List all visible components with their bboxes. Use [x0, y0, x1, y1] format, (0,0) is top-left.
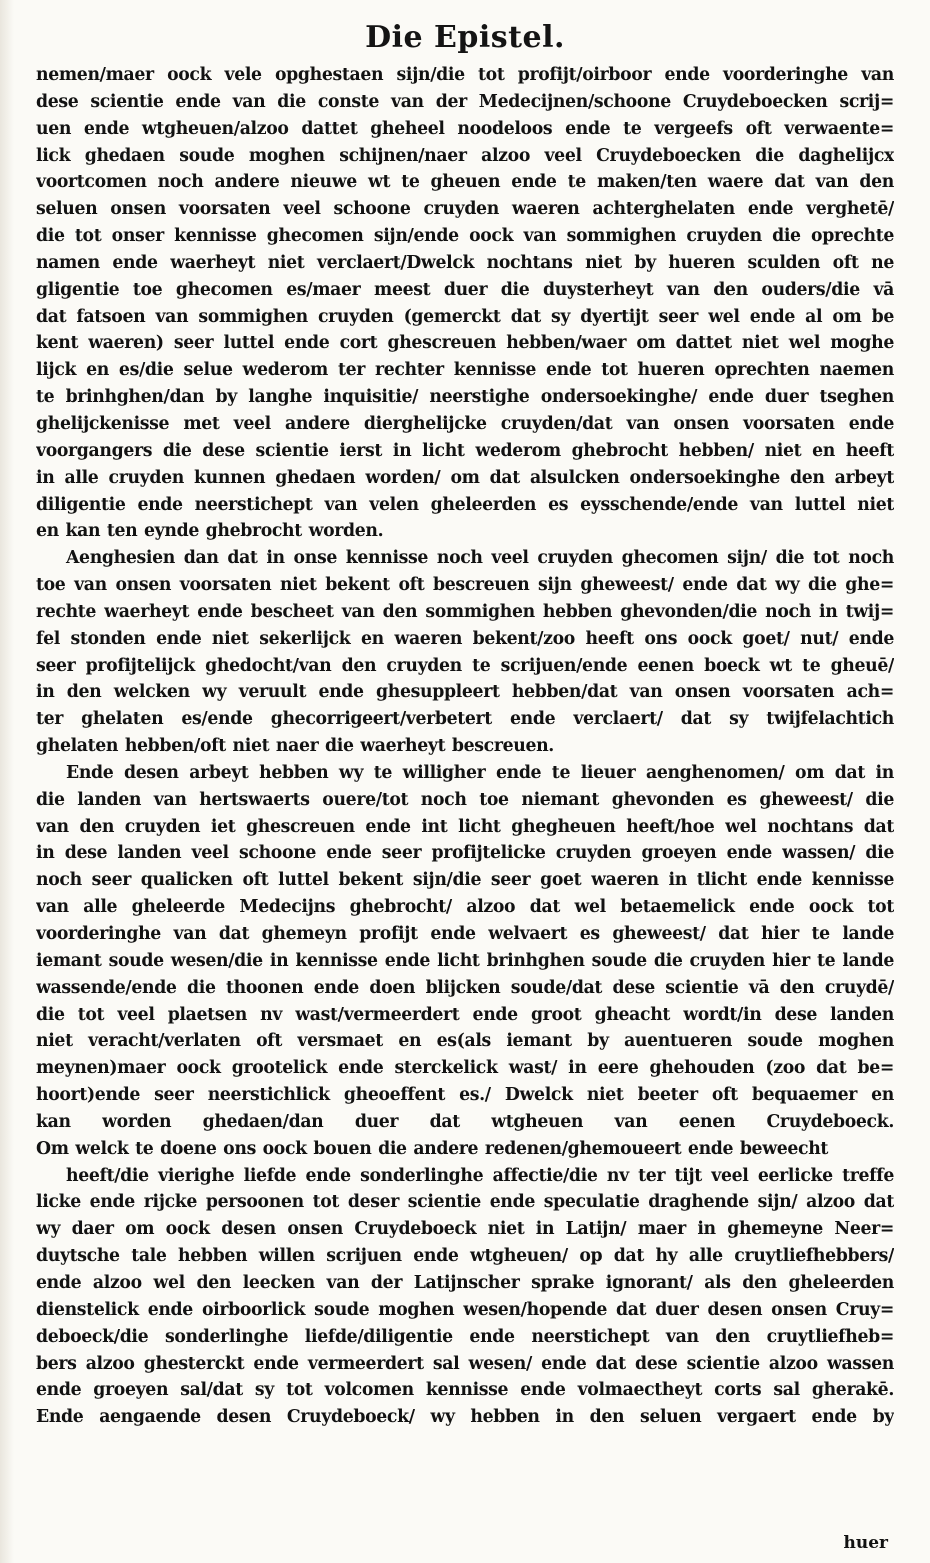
text-line-paragraph-end: en kan ten eynde ghebrocht worden.	[36, 521, 384, 542]
text-line: noch seer qualicken oft luttel bekent sijn/die seer goet waeren in tlicht ende kennisse	[36, 870, 894, 891]
text-line: rechte waerheyt ende bescheet van den sommighen hebben ghevonden/die noch in twij=	[36, 601, 894, 622]
text-line: gligentie toe ghecomen es/maer meest duer die duysterheyt van den ouders/die vā	[36, 279, 894, 300]
text-line: van den cruyden iet ghescreuen ende int licht ghegheuen heeft/hoe wel nochtans dat	[36, 816, 894, 837]
text-line: iemant soude wesen/die in kennisse ende licht brinhghen soude die cruyden hier te lande	[36, 950, 894, 971]
text-line-paragraph-end: ghelaten hebben/oft niet naer die waerheyt bescreuen.	[36, 736, 554, 757]
text-line: voortcomen noch andere nieuwe wt te gheuen ende te maken/ten waere dat van den	[36, 172, 894, 193]
page-heading: Die Epistel.	[365, 20, 565, 55]
text-line: namen ende waerheyt niet verclaert/Dwelck nochtans niet by hueren sculden oft ne	[36, 252, 894, 273]
text-line: dese scientie ende van die conste van der Medecijnen/schoone Cruydeboecken scrij=	[36, 91, 894, 112]
text-line: kan worden ghedaen/dan duer dat wtgheuen van eenen Cruydeboeck.	[36, 1111, 894, 1132]
text-line: deboeck/die sonderlinghe liefde/diligentie ende neerstichept van den cruytliefheb=	[36, 1326, 894, 1347]
body-text	[36, 62, 894, 1458]
text-line: van alle gheleerde Medecijns ghebrocht/ alzoo dat wel betaemelick ende oock tot	[36, 897, 894, 918]
text-line: lijck en es/die selue wederom ter rechter kennisse ende tot hueren oprechten naemen	[36, 360, 894, 381]
text-line: ter ghelaten es/ende ghecorrigeert/verbetert ende verclaert/ dat sy twijfelachtich	[36, 709, 894, 730]
text-line: ende groeyen sal/dat sy tot volcomen kennisse ende volmaectheyt corts sal gherakē.	[36, 1380, 894, 1401]
text-line: die landen van hertswaerts ouere/tot noch toe niemant ghevonden es gheweest/ die	[36, 789, 894, 810]
text-line-paragraph-start: Ende desen arbeyt hebben wy te willigher ende te lieuer aenghenomen/ om dat in	[66, 762, 894, 783]
text-line-paragraph-start: Aenghesien dan dat in onse kennisse noch veel cruyden ghecomen sijn/ die tot noch	[66, 548, 894, 569]
text-line-paragraph-start	[36, 1431, 894, 1458]
text-line: niet veracht/verlaten oft versmaet en es(als iemant by auentueren soude moghen	[36, 1031, 894, 1052]
page-gutter-shadow	[0, 0, 14, 1563]
text-line: duytsche tale hebben willen scrijuen ende wtgheuen/ op dat hy alle cruytliefhebbers/	[36, 1246, 894, 1267]
text-line: toe van onsen voorsaten niet bekent oft bescreuen sijn gheweest/ ende dat wy die ghe=	[36, 575, 894, 596]
text-line: ghelijckenisse met veel andere dierghelijcke cruyden/dat van onsen voorsaten ende	[36, 413, 894, 434]
catchword: huer	[843, 1533, 888, 1553]
text-line: licke ende rijcke persoonen tot deser scientie ende speculatie draghende sijn/ alzoo dat	[36, 1192, 894, 1213]
text-line: voorderinghe van dat ghemeyn profijt ende welvaert es gheweest/ dat hier te lande	[36, 924, 894, 944]
text-line: uen ende wtgheuen/alzoo dattet gheheel noodeloos ende te vergeefs oft verwaente=	[36, 118, 894, 139]
text-line: kent waeren) seer luttel ende cort ghescreuen hebben/waer om dattet niet wel moghe	[36, 333, 894, 354]
text-line: dat fatsoen van sommighen cruyden (gemerckt dat sy dyertijt seer wel ende al om be	[36, 306, 894, 327]
text-line: seluen onsen voorsaten veel schoone cruyden waeren achterghelaten ende verghetē/	[36, 199, 894, 220]
text-line: nemen/maer oock vele opghestaen sijn/die tot profijt/oirboor ende voorderinghe van	[36, 65, 894, 85]
text-line: in den welcken wy veruult ende ghesuppleert hebben/dat van onsen voorsaten ach=	[36, 682, 894, 703]
text-line: Ende aengaende desen Cruydeboeck/ wy hebben in den seluen vergaert ende by	[36, 1407, 894, 1428]
text-line: seer profijtelijck ghedocht/van den cruyden te scrijuen/ende eenen boeck wt te gheuē/	[36, 655, 894, 676]
text-line: diligentie ende neerstichept van velen gheleerden es eysschende/ende van luttel niet	[36, 494, 894, 515]
text-line: voorgangers die dese scientie ierst in licht wederom ghebrocht hebben/ niet en heeft	[36, 440, 894, 461]
text-line: fel stonden ende niet sekerlijck en waeren bekent/zoo heeft ons oock goet/ nut/ ende	[36, 628, 894, 649]
text-line: in dese landen veel schoone ende seer profijtelicke cruyden groeyen ende wassen/ die	[36, 843, 894, 864]
text-line-paragraph-start: heeft/die vierighe liefde ende sonderlinghe affectie/die nv ter tijt veel eerlicke treffe	[66, 1165, 894, 1186]
text-line: wassende/ende die thoonen ende doen blijcken soude/dat dese scientie vā den cruydē/	[36, 977, 894, 998]
text-line-paragraph-end: Om welck te doene ons oock bouen die andere redenen/ghemoueert ende beweecht	[36, 1138, 829, 1159]
text-line: in alle cruyden kunnen ghedaen worden/ om dat alsulcken ondersoekinghe den arbeyt	[36, 467, 894, 488]
text-line: te brinhghen/dan by langhe inquisitie/ neerstighe ondersoekinghe/ ende duer tseghen	[36, 387, 894, 408]
text-line: lick ghedaen soude moghen schijnen/naer alzoo veel Cruydeboecken die daghelijcx	[36, 145, 894, 166]
text-line: ende alzoo wel den leecken van der Latijnscher sprake ignorant/ als den gheleerden	[36, 1272, 894, 1293]
text-line: die tot veel plaetsen nv wast/vermeerdert ende groot gheacht wordt/in dese landen	[36, 1004, 894, 1025]
text-line: meynen)maer oock grootelick ende sterckelick wast/ in eere ghehouden (zoo dat be=	[36, 1058, 894, 1079]
text-line: wy daer om oock desen onsen Cruydeboeck niet in Latijn/ maer in ghemeyne Neer=	[36, 1219, 894, 1240]
text-line: dienstelick ende oirboorlick soude moghen wesen/hopende dat duer desen onsen Cruy=	[36, 1299, 894, 1320]
text-line: die tot onser kennisse ghecomen sijn/ende oock van sommighen cruyden die oprechte	[36, 226, 894, 247]
text-line: hoort)ende seer neerstichlick gheoeffent es./ Dwelck niet beeter oft bequaemer en	[36, 1085, 894, 1106]
text-line: bers alzoo ghesterckt ende vermeerdert sal wesen/ ende dat dese scientie alzoo wassen	[36, 1353, 894, 1374]
